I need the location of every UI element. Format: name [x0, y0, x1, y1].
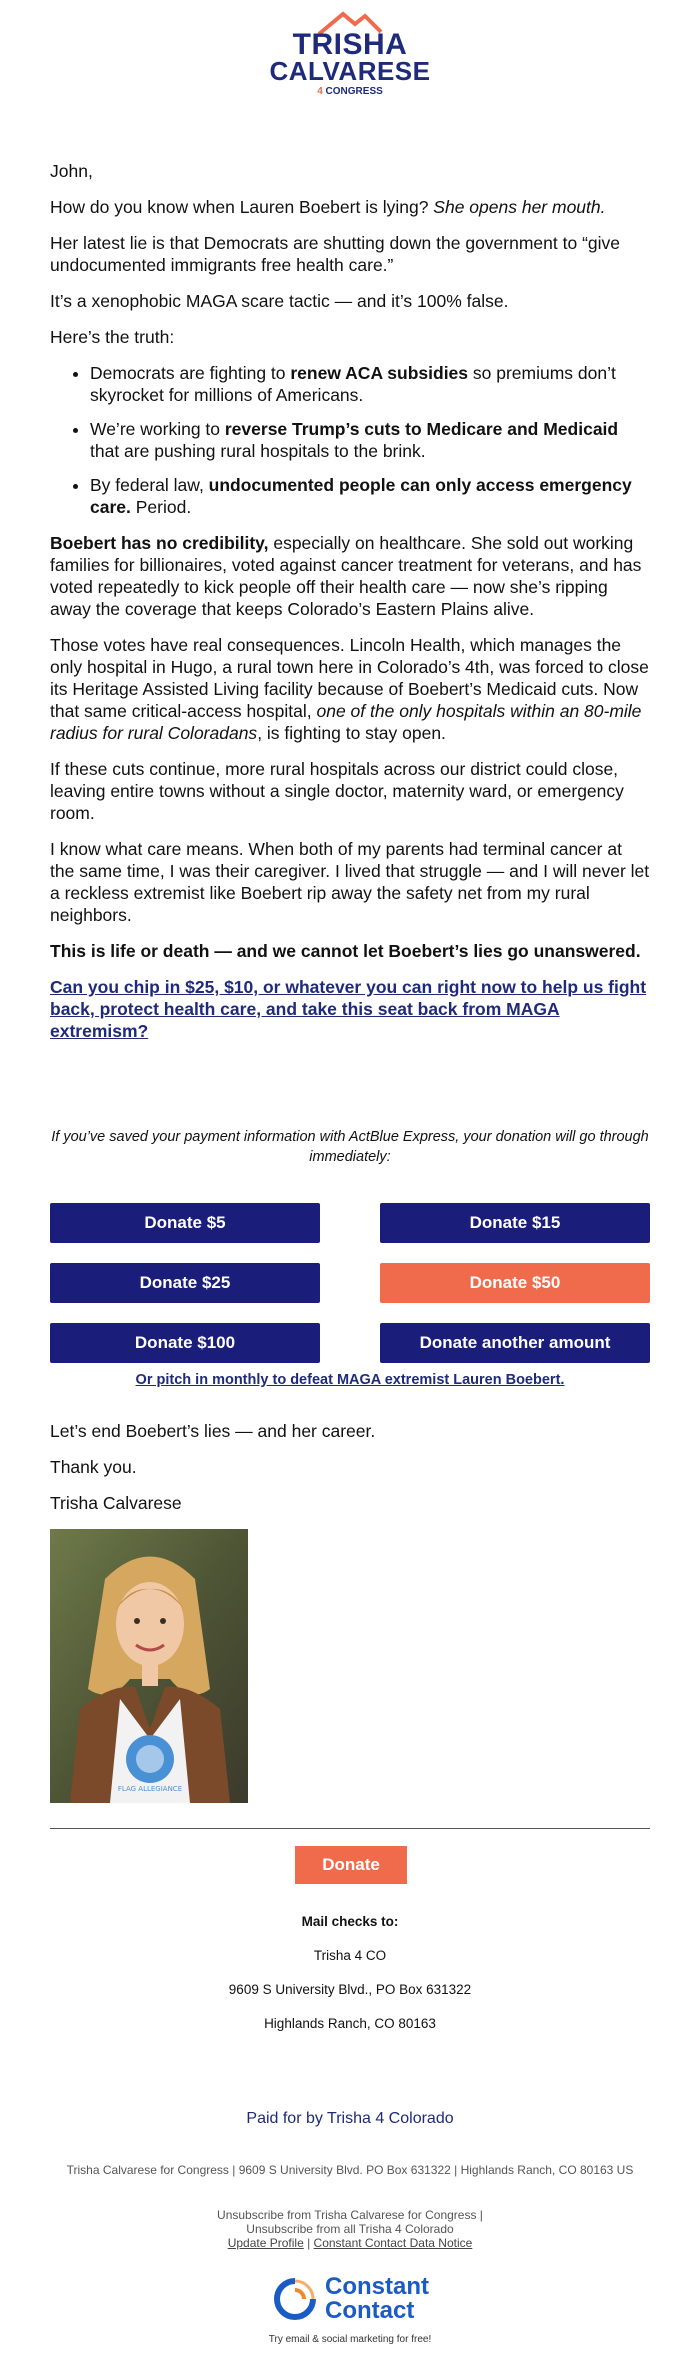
text-italic: She opens her mouth.	[433, 197, 606, 217]
list-item	[90, 474, 650, 518]
donate-other-amount-button[interactable]: Donate another amount	[380, 1323, 650, 1363]
cc-tagline: Try email & social marketing for free!	[268, 2334, 432, 2345]
text: Period.	[130, 497, 192, 517]
text: By federal law,	[90, 475, 209, 495]
text-italic: one of the only hospitals within an 80-mile radius for rural Coloradans	[50, 701, 642, 743]
text: Democrats are fighting to	[90, 363, 291, 383]
footer-links	[50, 2236, 650, 2250]
text-bold: This is life or death — and we cannot let Boebert’s lies go unanswered.	[50, 941, 641, 961]
shirt-text: FLAG ALLEGIANCE	[117, 1785, 183, 1793]
signature-name: Trisha Calvarese	[50, 1493, 182, 1513]
campaign-logo	[0, 10, 700, 110]
actblue-express-note: If you’ve saved your payment information with ActBlue Express, your donation will go through immediately:	[51, 1129, 649, 1165]
footer-donate-button[interactable]: Donate	[295, 1846, 407, 1884]
text-bold: reverse Trump’s cuts to Medicare and Medicaid	[224, 419, 619, 439]
list-item	[90, 418, 650, 462]
closing-line-2: Thank you.	[50, 1457, 137, 1477]
logo-name-last: CALVARESE	[269, 56, 431, 86]
data-notice-link[interactable]: Constant Contact Data Notice	[313, 2236, 473, 2250]
monthly-donation-link[interactable]: Or pitch in monthly to defeat MAGA extremist Lauren Boebert.	[135, 1372, 565, 1388]
closing-line-1: Let’s end Boebert’s lies — and her career.	[50, 1421, 376, 1441]
paragraph-8: I know what care means. When both of my parents had terminal cancer at the same time, I was their caregiver. I lived that struggle — and I will never let a reckless extremist like Boebert rip away the safety net from my rural neighbors.	[50, 839, 650, 925]
portrait-illustration	[50, 1529, 248, 1803]
text-bold: undocumented people can only access emergency care.	[90, 475, 632, 517]
logo-word: CONGRESS	[325, 86, 383, 97]
donate-50-button[interactable]: Donate $50	[380, 1263, 650, 1303]
mail-line-1: Trisha 4 CO	[313, 1948, 387, 1963]
footer-divider	[50, 1828, 650, 1829]
truth-list	[50, 362, 650, 518]
text: We’re working to	[90, 419, 225, 439]
donate-15-button[interactable]: Donate $15	[380, 1203, 650, 1243]
text: especially on healthcare. She sold out working families for billionaires, voted against cancer treatment for veterans, and has voted repeatedly to kick people off their health care — now she’s ripping away the coverage that keeps Colorado’s Eastern Plains alive.	[50, 533, 642, 619]
footer-address: Trisha Calvarese for Congress | 9609 S University Blvd. PO Box 631322 | Highlands Ranch, CO 80163 US	[66, 2163, 634, 2177]
constant-contact-logo-icon	[271, 2275, 319, 2323]
text: How do you know when Lauren Boebert is lying?	[50, 197, 434, 217]
donation-ask-link[interactable]: Can you chip in $25, $10, or whatever you can right now to help us fight back, protect health care, and take this seat back from MAGA extremism?	[50, 977, 647, 1041]
text: that are pushing rural hospitals to the brink.	[90, 441, 426, 461]
constant-contact-badge[interactable]	[0, 2275, 700, 2345]
text: , is fighting to stay open.	[257, 723, 446, 743]
cc-wordmark	[325, 2275, 429, 2323]
mail-title: Mail checks to:	[301, 1914, 399, 1929]
text-bold: renew ACA subsidies	[290, 363, 469, 383]
candidate-photo	[50, 1529, 248, 1803]
text: so premiums don’t skyrocket for millions of Americans.	[90, 363, 616, 405]
logo-number: 4	[317, 86, 323, 97]
donate-25-button[interactable]: Donate $25	[50, 1263, 320, 1303]
ask-paragraph	[50, 976, 650, 1042]
text-bold: Boebert has no credibility,	[50, 533, 269, 553]
donate-5-button[interactable]: Donate $5	[50, 1203, 320, 1243]
cc-logo	[271, 2275, 429, 2323]
cc-word-1: Constant	[325, 2273, 429, 2300]
paragraph-2: Her latest lie is that Democrats are shutting down the government to “give undocumented immigrants free health care.”	[50, 233, 620, 275]
donate-100-button[interactable]: Donate $100	[50, 1323, 320, 1363]
paragraph-6	[50, 634, 650, 744]
letter-body	[50, 160, 650, 1056]
paid-for-by: Paid for by Trisha 4 Colorado	[246, 2110, 454, 2127]
text: Those votes have real consequences. Lincoln Health, which manages the only hospital in Hugo, a rural town here in Colorado’s 4th, was forced to close its Heritage Assisted Living facility because of Boebert’s Medicaid cuts. Now that same critical-access hospital,	[50, 635, 649, 721]
greeting: John,	[50, 161, 93, 181]
mail-line-3: Highlands Ranch, CO 80163	[264, 2016, 436, 2031]
unsubscribe-campaign-link[interactable]: Unsubscribe from Trisha Calvarese for Congress |	[217, 2208, 483, 2222]
paragraph-7: If these cuts continue, more rural hospitals across our district could close, leaving entire towns without a single doctor, maternity ward, or emergency room.	[50, 759, 624, 823]
cc-word-2: Contact	[325, 2297, 415, 2324]
unsubscribe-all-link[interactable]: Unsubscribe from all Trisha 4 Colorado	[246, 2222, 454, 2236]
paragraph-1	[50, 196, 650, 218]
logo-name-first: TRISHA	[292, 28, 408, 61]
separator: |	[303, 2236, 314, 2250]
paragraph-3: It’s a xenophobic MAGA scare tactic — and it’s 100% false.	[50, 291, 509, 311]
logo-tagline	[0, 86, 700, 97]
paragraph-9	[50, 940, 650, 962]
mail-line-2: 9609 S University Blvd., PO Box 631322	[228, 1982, 472, 1997]
update-profile-link[interactable]: Update Profile	[227, 2236, 304, 2250]
list-item	[90, 362, 650, 406]
paragraph-4: Here’s the truth:	[50, 327, 175, 347]
paragraph-5	[50, 532, 650, 620]
